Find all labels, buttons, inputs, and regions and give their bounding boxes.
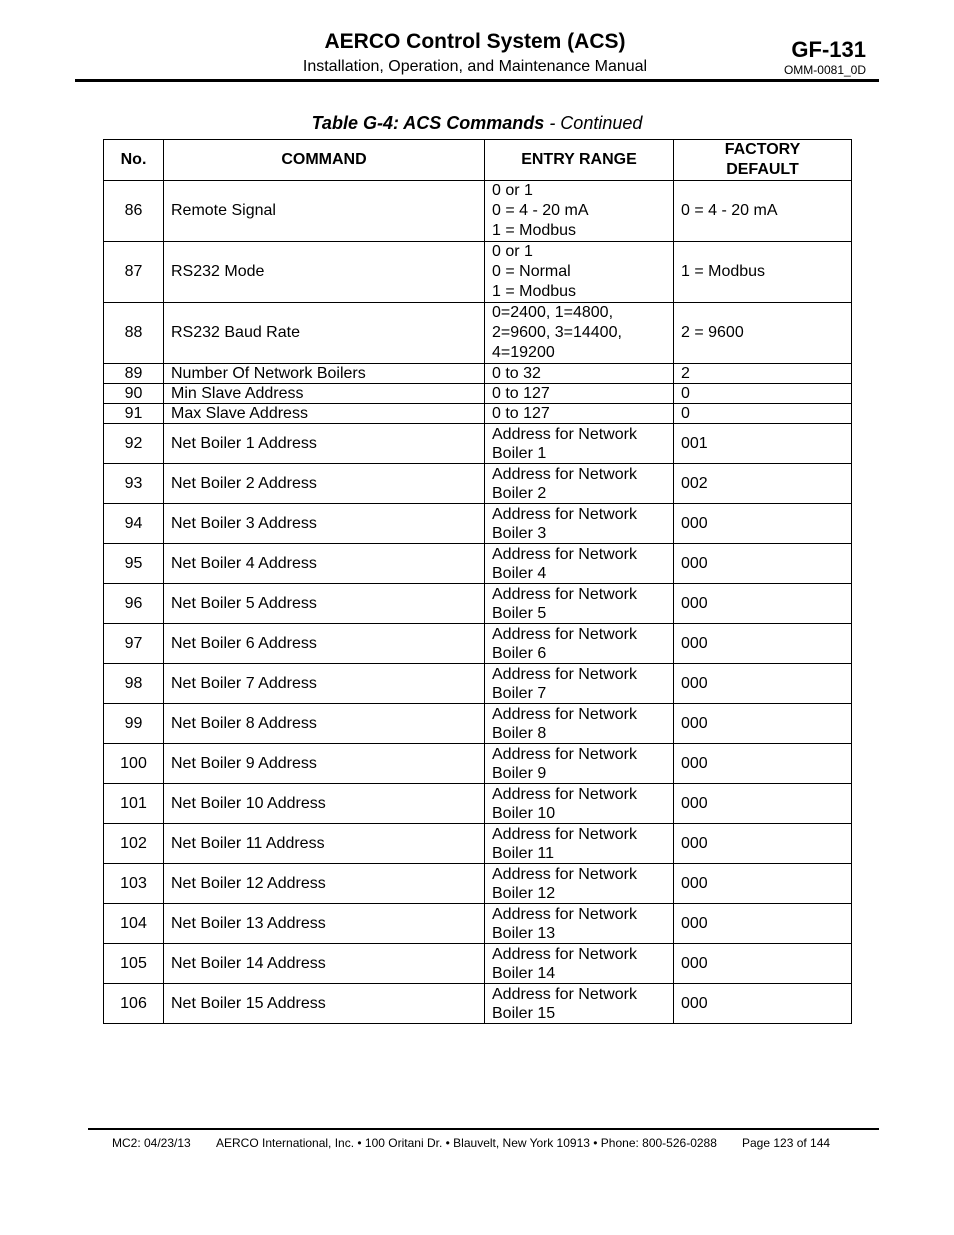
cell-command: Net Boiler 12 Address: [164, 864, 485, 904]
cell-no: 105: [104, 944, 164, 984]
cell-command: Net Boiler 3 Address: [164, 504, 485, 544]
table-row: [104, 544, 852, 584]
cell-entry-range: 0 to 32: [485, 364, 674, 384]
table-row: [104, 424, 852, 464]
cell-entry-range: Address for Network Boiler 10: [485, 784, 674, 824]
cell-no: 100: [104, 744, 164, 784]
cell-factory-default: 000: [674, 544, 852, 584]
cell-factory-default: 000: [674, 784, 852, 824]
cell-no: 99: [104, 704, 164, 744]
table-row: [104, 242, 852, 303]
cell-entry-range: 0=2400, 1=4800, 2=9600, 3=14400, 4=19200: [485, 303, 674, 364]
table-row: [104, 944, 852, 984]
table-caption-title: Table G-4: ACS Commands: [311, 113, 545, 133]
cell-factory-default: 001: [674, 424, 852, 464]
cell-entry-range: 0 to 127: [485, 384, 674, 404]
section-code: GF-131: [791, 37, 866, 62]
cell-factory-default: 2: [674, 364, 852, 384]
cell-no: 95: [104, 544, 164, 584]
cell-no: 103: [104, 864, 164, 904]
table-row: [104, 364, 852, 384]
document-subtitle: Installation, Operation, and Maintenance Manual: [302, 58, 648, 75]
cell-no: 86: [104, 181, 164, 242]
header-divider: [75, 79, 879, 82]
cell-command: Net Boiler 5 Address: [164, 584, 485, 624]
cell-entry-range: Address for Network Boiler 4: [485, 544, 674, 584]
cell-no: 90: [104, 384, 164, 404]
cell-command: Net Boiler 4 Address: [164, 544, 485, 584]
cell-factory-default: 2 = 9600: [674, 303, 852, 364]
cell-entry-range: 0 or 1 0 = 4 - 20 mA 1 = Modbus: [485, 181, 674, 242]
document-number: OMM-0081_0D: [783, 63, 866, 77]
cell-entry-range: Address for Network Boiler 15: [485, 984, 674, 1024]
table-row: [104, 864, 852, 904]
cell-command: Net Boiler 14 Address: [164, 944, 485, 984]
cell-factory-default: 000: [674, 944, 852, 984]
cell-no: 106: [104, 984, 164, 1024]
table-caption-suffix: - Continued: [544, 113, 643, 133]
cell-no: 87: [104, 242, 164, 303]
cell-entry-range: Address for Network Boiler 6: [485, 624, 674, 664]
cell-command: Net Boiler 8 Address: [164, 704, 485, 744]
document-title: AERCO Control System (ACS): [324, 30, 626, 53]
table-row: [104, 303, 852, 364]
cell-no: 91: [104, 404, 164, 424]
cell-factory-default: 000: [674, 824, 852, 864]
cell-factory-default: 1 = Modbus: [674, 242, 852, 303]
cell-command: Net Boiler 9 Address: [164, 744, 485, 784]
cell-command: Max Slave Address: [164, 404, 485, 424]
cell-no: 101: [104, 784, 164, 824]
table-header-row: [104, 140, 852, 181]
cell-no: 92: [104, 424, 164, 464]
cell-command: Number Of Network Boilers: [164, 364, 485, 384]
acs-commands-table: [103, 139, 852, 1024]
cell-command: Net Boiler 11 Address: [164, 824, 485, 864]
cell-command: Net Boiler 15 Address: [164, 984, 485, 1024]
cell-entry-range: Address for Network Boiler 1: [485, 424, 674, 464]
cell-entry-range: 0 to 127: [485, 404, 674, 424]
cell-factory-default: 000: [674, 664, 852, 704]
cell-factory-default: 000: [674, 584, 852, 624]
table-row: [104, 584, 852, 624]
footer-page-number: Page 123 of 144: [742, 1136, 831, 1150]
cell-no: 89: [104, 364, 164, 384]
cell-factory-default: 000: [674, 744, 852, 784]
cell-entry-range: Address for Network Boiler 13: [485, 904, 674, 944]
header-command: COMMAND: [164, 140, 485, 181]
table-row: [104, 744, 852, 784]
table-row: [104, 664, 852, 704]
cell-command: Net Boiler 13 Address: [164, 904, 485, 944]
cell-command: Net Boiler 7 Address: [164, 664, 485, 704]
table-body: [104, 181, 852, 1024]
cell-command: RS232 Mode: [164, 242, 485, 303]
cell-command: Net Boiler 2 Address: [164, 464, 485, 504]
cell-command: RS232 Baud Rate: [164, 303, 485, 364]
table-caption: [200, 112, 754, 134]
cell-entry-range: Address for Network Boiler 7: [485, 664, 674, 704]
cell-command: Min Slave Address: [164, 384, 485, 404]
cell-entry-range: Address for Network Boiler 5: [485, 584, 674, 624]
cell-entry-range: 0 or 1 0 = Normal 1 = Modbus: [485, 242, 674, 303]
cell-factory-default: 0: [674, 404, 852, 424]
footer-company: AERCO International, Inc. • 100 Oritani Dr. • Blauvelt, New York 10913 • Phone: 800-526-0288: [216, 1136, 717, 1150]
table-row: [104, 704, 852, 744]
table-row: [104, 904, 852, 944]
cell-factory-default: 000: [674, 904, 852, 944]
table-row: [104, 984, 852, 1024]
table-row: [104, 384, 852, 404]
cell-factory-default: 000: [674, 864, 852, 904]
cell-factory-default: 0 = 4 - 20 mA: [674, 181, 852, 242]
footer-divider: [88, 1128, 879, 1130]
cell-factory-default: 000: [674, 624, 852, 664]
header-factory-default: FACTORY DEFAULT: [674, 140, 852, 181]
cell-command: Net Boiler 1 Address: [164, 424, 485, 464]
cell-entry-range: Address for Network Boiler 11: [485, 824, 674, 864]
cell-command: Net Boiler 10 Address: [164, 784, 485, 824]
table-row: [104, 404, 852, 424]
table-row: [104, 824, 852, 864]
table-row: [104, 504, 852, 544]
cell-no: 102: [104, 824, 164, 864]
table-row: [104, 784, 852, 824]
cell-no: 93: [104, 464, 164, 504]
footer-revision: MC2: 04/23/13: [112, 1136, 191, 1150]
header-entry-range: ENTRY RANGE: [485, 140, 674, 181]
cell-factory-default: 000: [674, 704, 852, 744]
table-row: [104, 181, 852, 242]
cell-entry-range: Address for Network Boiler 3: [485, 504, 674, 544]
table-row: [104, 624, 852, 664]
cell-no: 96: [104, 584, 164, 624]
cell-factory-default: 002: [674, 464, 852, 504]
cell-no: 94: [104, 504, 164, 544]
cell-entry-range: Address for Network Boiler 9: [485, 744, 674, 784]
cell-factory-default: 000: [674, 984, 852, 1024]
cell-command: Net Boiler 6 Address: [164, 624, 485, 664]
cell-no: 88: [104, 303, 164, 364]
cell-entry-range: Address for Network Boiler 8: [485, 704, 674, 744]
cell-factory-default: 0: [674, 384, 852, 404]
cell-no: 104: [104, 904, 164, 944]
cell-no: 98: [104, 664, 164, 704]
cell-entry-range: Address for Network Boiler 12: [485, 864, 674, 904]
cell-factory-default: 000: [674, 504, 852, 544]
header-no: No.: [104, 140, 164, 181]
table-row: [104, 464, 852, 504]
cell-entry-range: Address for Network Boiler 2: [485, 464, 674, 504]
cell-no: 97: [104, 624, 164, 664]
cell-command: Remote Signal: [164, 181, 485, 242]
cell-entry-range: Address for Network Boiler 14: [485, 944, 674, 984]
